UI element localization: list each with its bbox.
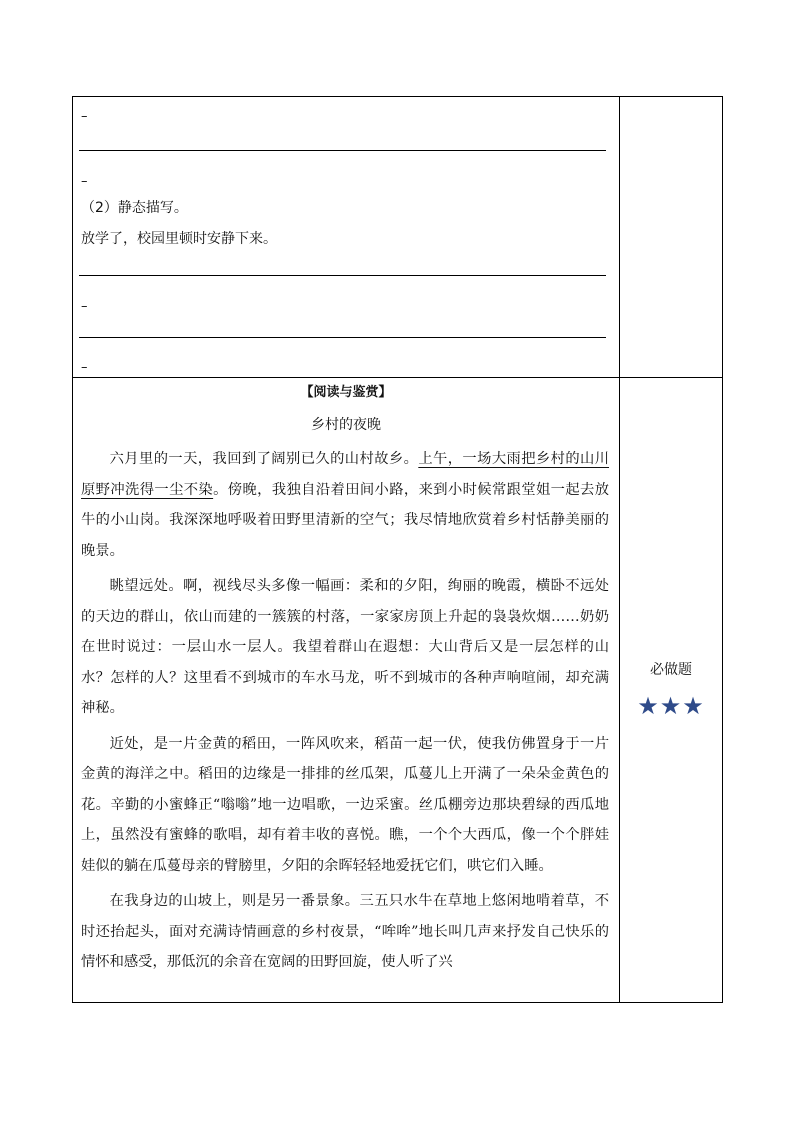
writing-exercise-side-cell [620,97,723,378]
story-title: 乡村的夜晚 [311,417,381,433]
p1-underlined-sentence: 上午，一场大雨把乡村的山川原野冲洗得一尘不染 [81,451,610,498]
required-label: 必做题 [650,662,692,678]
answer-dash-3: – [81,299,88,314]
story-paragraph-1 [81,444,609,566]
story-text [81,444,609,978]
answer-line-1[interactable] [79,150,606,151]
reading-side-cell [620,378,723,1003]
writing-exercise-cell [73,97,620,378]
section-title: 【阅读与鉴赏】 [300,385,392,400]
p1-text-before: 六月里的一天，我回到了阔别已久的山村故乡。 [109,451,419,467]
answer-dash-2: – [81,174,88,189]
prompt-label: （2）静态描写。 [81,200,188,216]
worksheet-table [72,96,723,1003]
writing-exercise-row [73,97,723,378]
difficulty-stars-icon: ★★★ [637,692,705,720]
answer-dash-1: – [81,109,88,124]
answer-dash-4: – [81,360,88,375]
answer-line-3[interactable] [79,337,606,338]
answer-line-2[interactable] [79,275,606,276]
story-paragraph-4: 在我身边的山坡上，则是另一番景象。三五只水牛在草地上悠闲地啃着草，不时还抬起头，面对充满诗情画意的乡村夜景，“哞哞”地长叫几声来抒发自己快乐的情怀和感受，那低沉的余音在宽阔的田野回旋，使人听了兴 [81,893,609,970]
story-paragraph-2: 眺望远处。啊，视线尽头多像一幅画：柔和的夕阳，绚丽的晚霞，横卧不远处的天边的群山，依山而建的一簇簇的村落，一家家房顶上升起的袅袅炊烟……奶奶在世时说过：一层山水一层人。我望着群山在遐想：大山背后又是一层怎样的山水？怎样的人？这里看不到城市的车水马龙，听不到城市的各种声响喧闹，却充满神秘。 [81,578,609,716]
reading-row [73,378,723,1003]
reading-cell [73,378,620,1003]
prompt-sentence: 放学了，校园里顿时安静下来。 [81,231,277,247]
story-paragraph-3: 近处，是一片金黄的稻田，一阵风吹来，稻苗一起一伏，使我仿佛置身于一片金黄的海洋之中。稻田的边缘是一排排的丝瓜架，瓜蔓儿上开满了一朵朵金黄色的花。辛勤的小蜜蜂正“嗡嗡”地一边唱歌，一边采蜜。丝瓜棚旁边那块碧绿的西瓜地上，虽然没有蜜蜂的歌唱，却有着丰收的喜悦。瞧，一个个大西瓜，像一个个胖娃娃似的躺在瓜蔓母亲的臂膀里，夕阳的余晖轻轻地爱抚它们，哄它们入睡。 [81,735,609,874]
p1-text-after: 。傍晚，我独自沿着田间小路，来到小时候常跟堂姐一起去放牛的小山岗。我深深地呼吸着田野里清新的空气；我尽情地欣赏着乡村恬静美丽的晚景。 [81,481,610,559]
